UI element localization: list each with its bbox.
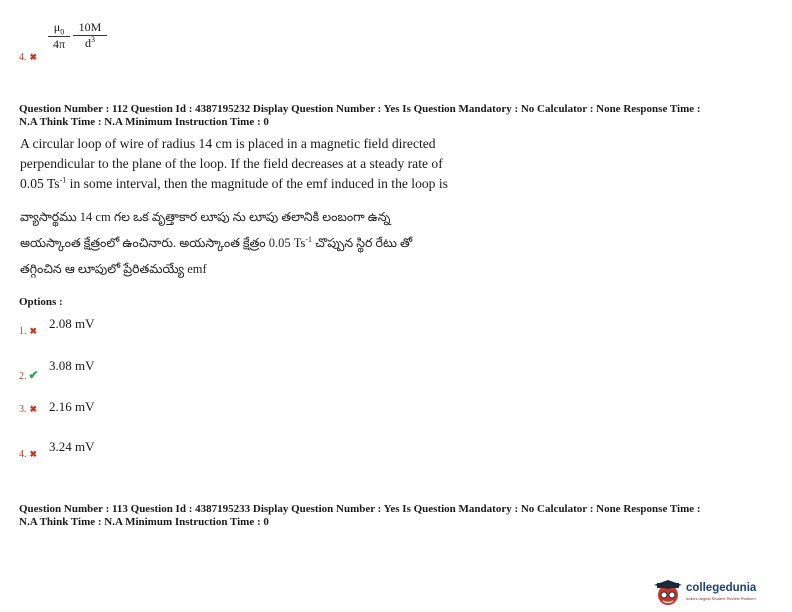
formula-left-fraction xyxy=(48,20,70,52)
option-1-number: 1. ✖ xyxy=(19,326,38,337)
next-question-meta-line2: N.A Think Time : N.A Minimum Instruction Time : 0 xyxy=(19,516,269,528)
option-2-number: 2. ✔ xyxy=(19,368,39,382)
question-meta-line1: Question Number : 112 Question Id : 4387195232 Display Question Number : Yes Is Question Mandatory : No Calculator : None Response Time : xyxy=(19,103,701,115)
formula-left-denominator: 4π xyxy=(48,36,70,52)
question-text-line2: perpendicular to the plane of the loop. If the field decreases at a steady rate of xyxy=(20,156,443,171)
wrong-mark-icon: ✖ xyxy=(29,449,38,459)
formula-left-numerator: $\mu_0$ xyxy=(53,20,65,37)
question-text-telugu xyxy=(20,204,560,282)
next-question-meta xyxy=(19,503,779,529)
options-label: Options : xyxy=(19,296,63,308)
next-question-meta-line1: Question Number : 113 Question Id : 4387195233 Display Question Number : Yes Is Question Mandatory : No Calculator : None Response Time : xyxy=(19,503,701,515)
formula-right-numerator: 10M xyxy=(78,20,102,34)
option-3-text: 2.16 mV xyxy=(49,399,95,414)
prev-option-number: 4. ✖ xyxy=(19,52,38,63)
wrong-mark-icon: ✖ xyxy=(29,404,38,414)
wrong-mark-icon: ✖ xyxy=(29,52,38,62)
option-4 xyxy=(19,439,219,463)
question-text-line1: A circular loop of wire of radius 14 cm is placed in a magnetic field directed xyxy=(20,136,436,151)
option-4-number: 4. ✖ xyxy=(19,449,38,460)
telugu-line3: తగ్గించిన ఆ లూపులో ప్రేరితమయ్యే emf xyxy=(20,262,207,276)
logo-mascot-icon xyxy=(652,580,684,608)
option-3 xyxy=(19,399,219,423)
formula-right-denominator: $d^3$ xyxy=(73,35,107,51)
telugu-line2: అయస్కాంత క్షేత్రంలో ఉంచినారు. అయస్కాంత క్షేత్రం 0.05 $Ts^{-1}$ చొప్పున స్థిర రేటు తో xyxy=(20,234,413,250)
option-3-number: 3. ✖ xyxy=(19,404,38,415)
option-2-text: 3.08 mV xyxy=(49,358,95,373)
option-2 xyxy=(19,358,219,382)
wrong-mark-icon: ✖ xyxy=(29,326,38,336)
collegedunia-logo xyxy=(652,580,788,608)
telugu-line1: వ్యాసార్థము 14 cm గల ఒక వృత్తాకార లూపు ను లూపు తలానికి లంబంగా ఉన్న xyxy=(20,210,391,224)
option-4-text: 3.24 mV xyxy=(49,439,95,454)
option-1-text: 2.08 mV xyxy=(49,316,95,331)
question-text-line3: 0.05 $Ts^{-1}$ in some interval, then the magnitude of the emf induced in the loop is xyxy=(20,175,448,191)
logo-wordmark: collegedunia xyxy=(686,582,757,594)
option-1 xyxy=(19,316,219,340)
formula-right-fraction xyxy=(73,20,107,51)
logo-tagline: India's largest Student Review Platform xyxy=(686,596,756,601)
correct-mark-icon: ✔ xyxy=(28,368,39,382)
question-meta xyxy=(19,103,779,129)
question-text xyxy=(20,134,550,194)
question-meta-line2: N.A Think Time : N.A Minimum Instruction Time : 0 xyxy=(19,116,269,128)
